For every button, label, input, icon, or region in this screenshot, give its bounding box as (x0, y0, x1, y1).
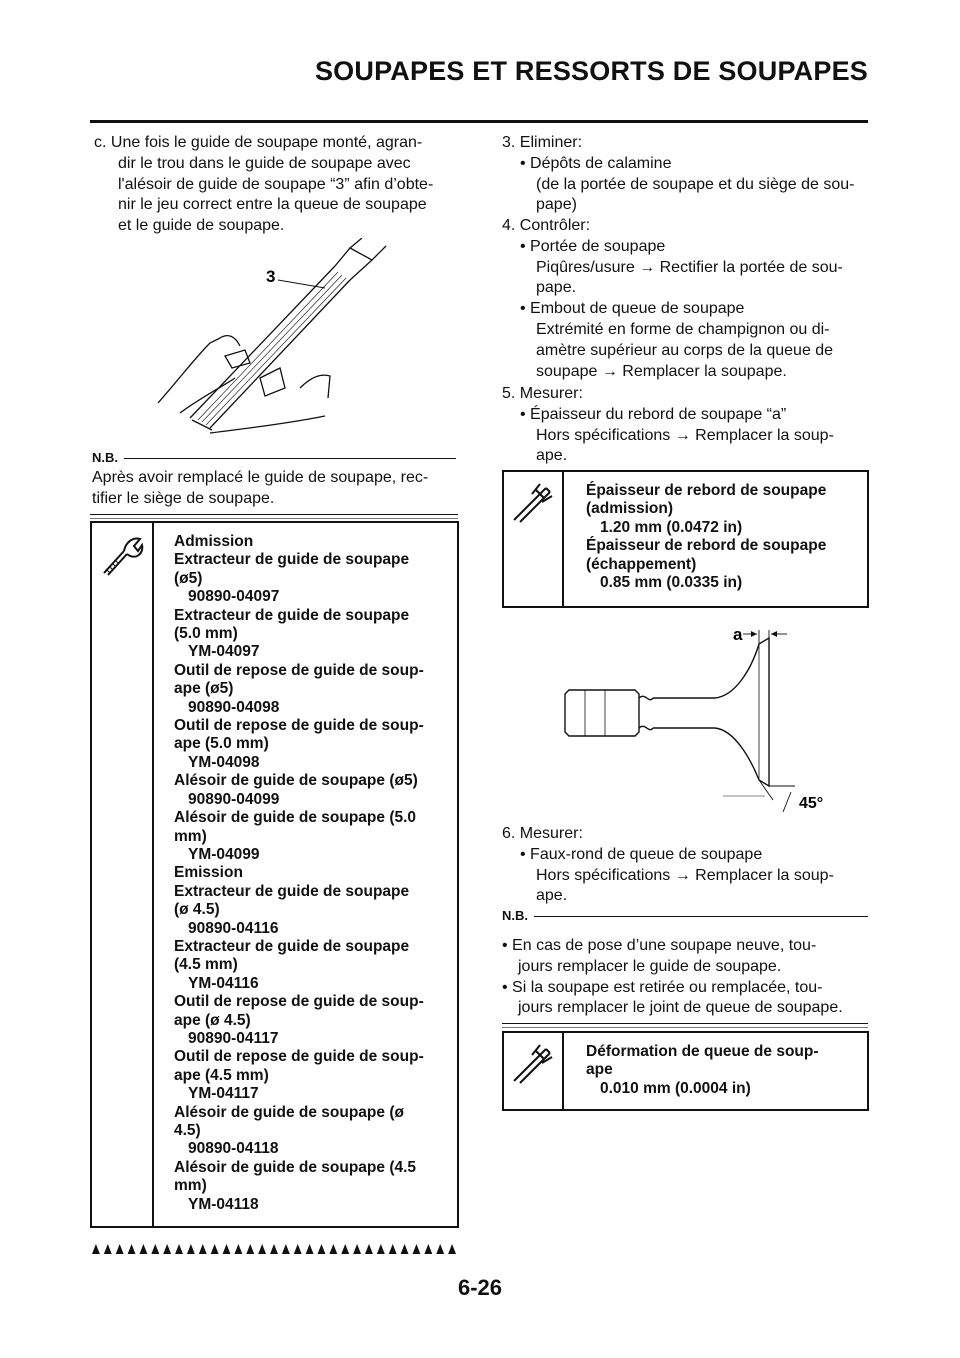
text-line: Extrémité en forme de champignon ou di- (536, 320, 830, 338)
spec-label: (4.5 mm) (174, 956, 238, 974)
spec-label: Extracteur de guide de soupape (174, 882, 410, 900)
spec-value: 0.85 mm (0.0335 in) (600, 574, 743, 592)
spec-value: YM-04117 (188, 1085, 259, 1103)
triangle-marker (401, 1244, 409, 1254)
text-line: jours remplacer le guide de soupape. (518, 957, 782, 975)
spec-label: ape (ø 4.5) (174, 1011, 251, 1029)
spec-value: 90890-04097 (188, 588, 280, 606)
spec-label: Épaisseur de rebord de soupape (586, 482, 827, 499)
spec-value: YM-04118 (188, 1195, 259, 1213)
text-line: 4. Contrôler: (502, 217, 591, 234)
page-number: 6-26 (457, 1275, 503, 1300)
label-a: a (733, 625, 743, 644)
nb-text-line: tifier le siège de soupape. (92, 489, 275, 507)
spec-label: (ø5) (174, 569, 203, 587)
triangle-marker (175, 1244, 183, 1254)
separator (90, 518, 458, 519)
caliper-icon (510, 480, 556, 526)
spec-label: (ø 4.5) (174, 901, 220, 919)
text-line: • Portée de soupape (520, 237, 666, 255)
spec-label: mm) (174, 1177, 207, 1195)
valve-face-figure (555, 620, 855, 820)
box-divider (152, 523, 154, 1226)
spec-label: Alésoir de guide de soupape (5.0 (174, 809, 417, 827)
spec-label: Alésoir de guide de soupape (ø (174, 1103, 404, 1121)
spec-box-stem-runout (502, 1031, 869, 1111)
step-6 (502, 824, 872, 907)
spec-value: 90890-04118 (188, 1140, 279, 1158)
separator (90, 514, 458, 515)
triangle-marker (163, 1244, 171, 1254)
spec-label: Extracteur de guide de soupape (174, 551, 410, 569)
triangle-marker (377, 1244, 385, 1254)
triangle-marker (270, 1244, 278, 1254)
spec-label: ape (586, 1061, 613, 1079)
triangle-marker (116, 1244, 124, 1254)
text-line: amètre supérieur au corps de la queue de (536, 341, 834, 359)
spec-label: Emission (174, 864, 243, 882)
spec-label: Alésoir de guide de soupape (4.5 (174, 1158, 417, 1176)
text-line: ape. (536, 447, 568, 465)
spec-label: Déformation de queue de soup- (586, 1043, 819, 1060)
triangle-marker (329, 1244, 337, 1254)
spec-label: 4.5) (174, 1122, 201, 1139)
figure-label-3: 3 (266, 267, 276, 286)
tool-list (174, 533, 459, 1214)
special-tools-box (90, 521, 459, 1228)
box-divider (562, 1033, 564, 1109)
label-45-degrees: 45° (799, 795, 824, 812)
triangle-marker (294, 1244, 302, 1254)
spec-label: ape (ø5) (174, 680, 234, 698)
text-line: Piqûres/usure → Rectifier la portée de sou- (536, 258, 843, 276)
nb-label: N.B. (92, 450, 118, 465)
spec-label: Outil de repose de guide de soup- (174, 993, 424, 1011)
text-line: (de la portée de soupape et du siège de sou- (536, 175, 855, 193)
triangle-marker (246, 1244, 254, 1254)
triangle-marker (211, 1244, 219, 1254)
spec-value: 90890-04117 (188, 1029, 279, 1047)
special-tool-icon (100, 533, 144, 577)
step-4 (502, 216, 872, 382)
text-line: pape) (536, 196, 577, 214)
spec-value: YM-04099 (188, 845, 260, 863)
nb-list-right (502, 936, 882, 1019)
triangle-marker (151, 1244, 159, 1254)
spec-value: YM-04098 (188, 753, 260, 771)
triangle-marker (353, 1244, 361, 1254)
text-line: • En cas de pose d’une soupape neuve, tou- (502, 937, 817, 954)
triangle-marker (341, 1244, 349, 1254)
spec-label: Outil de repose de guide de soup- (174, 717, 424, 735)
triangle-marker (306, 1244, 314, 1254)
text-line: • Si la soupape est retirée ou remplacée, tou- (502, 978, 823, 996)
triangle-marker (448, 1244, 456, 1254)
triangle-marker (282, 1244, 290, 1254)
nb-rule (534, 916, 868, 917)
page-title: SOUPAPES ET RESSORTS DE SOUPAPES (314, 56, 868, 86)
triangle-marker (139, 1244, 147, 1254)
nb-text-line: Après avoir remplacé le guide de soupape, rec- (92, 469, 429, 486)
spec-values (586, 482, 868, 592)
spec-value: 0.010 mm (0.0004 in) (600, 1079, 751, 1097)
caliper-icon (510, 1041, 556, 1087)
triangle-marker (128, 1244, 136, 1254)
title-rule (90, 120, 868, 123)
spec-label: Outil de repose de guide de soup- (174, 1048, 424, 1066)
triangle-marker (104, 1244, 112, 1254)
spec-label: ape (5.0 mm) (174, 735, 269, 753)
spec-label: (5.0 mm) (174, 625, 238, 643)
text-line: ape. (536, 887, 568, 905)
nb-rule (124, 458, 456, 459)
triangle-marker (424, 1244, 432, 1254)
spec-value: 90890-04099 (188, 790, 280, 808)
spec-label: Admission (174, 533, 254, 550)
triangle-marker (187, 1244, 195, 1254)
nb-heading-right (502, 908, 868, 923)
spec-value: 1.20 mm (0.0472 in) (600, 518, 743, 536)
spec-label: Épaisseur de rebord de soupape (586, 537, 827, 555)
text-line: Hors spécifications → Remplacer la soup- (536, 866, 834, 884)
spec-values (586, 1043, 868, 1098)
step-3 (502, 133, 872, 216)
nb-label: N.B. (502, 908, 528, 923)
text-line: • Faux-rond de queue de soupape (520, 845, 763, 863)
spec-label: Extracteur de guide de soupape (174, 937, 410, 955)
step-5 (502, 384, 872, 467)
triangle-marker (199, 1244, 207, 1254)
triangle-marker (365, 1244, 373, 1254)
triangle-marker (389, 1244, 397, 1254)
step-c-line: et le guide de soupape. (118, 217, 285, 235)
triangle-marker (223, 1244, 231, 1254)
text-line: • Épaisseur du rebord de soupape “a” (520, 405, 787, 423)
spec-value: YM-04116 (188, 974, 259, 992)
text-line: soupape → Remplacer la soupape. (536, 362, 787, 380)
spec-label: (échappement) (586, 555, 697, 573)
text-line: • Dépôts de calamine (520, 154, 672, 172)
triangle-marker (258, 1244, 266, 1254)
text-line: 3. Eliminer: (502, 134, 583, 151)
valve-guide-reamer-figure (150, 238, 390, 438)
text-line: 5. Mesurer: (502, 385, 583, 402)
spec-label: Alésoir de guide de soupape (ø5) (174, 772, 418, 790)
step-c-line: l'alésoir de guide de soupape “3” afin d’obte- (118, 175, 434, 193)
triangle-marker (92, 1244, 100, 1254)
spec-box-face-thickness (502, 470, 869, 608)
step-c-line: nir le jeu correct entre la queue de soupape (118, 196, 427, 214)
step-c-line: dir le trou dans le guide de soupape avec (118, 154, 411, 172)
separator (502, 1027, 868, 1028)
spec-value: YM-04097 (188, 643, 260, 661)
text-line: • Embout de queue de soupape (520, 300, 745, 318)
text-line: pape. (536, 279, 577, 297)
triangle-marker (413, 1244, 421, 1254)
triangle-marker (436, 1244, 444, 1254)
separator (502, 1023, 868, 1024)
spec-value: 90890-04098 (188, 698, 280, 716)
end-of-section-marker (90, 1243, 458, 1255)
step-c-line: c. Une fois le guide de soupape monté, agran- (94, 134, 423, 151)
spec-label: Outil de repose de guide de soup- (174, 661, 424, 679)
box-divider (562, 472, 564, 606)
spec-label: mm) (174, 827, 207, 845)
nb-heading-left (92, 450, 456, 465)
spec-label: ape (4.5 mm) (174, 1066, 269, 1084)
text-line: jours remplacer le joint de queue de soupape. (518, 999, 843, 1017)
spec-label: Extracteur de guide de soupape (174, 606, 410, 624)
triangle-marker (234, 1244, 242, 1254)
spec-label: (admission) (586, 500, 673, 518)
text-line: Hors spécifications → Remplacer la soup- (536, 426, 834, 444)
spec-value: 90890-04116 (188, 919, 279, 937)
text-line: 6. Mesurer: (502, 825, 583, 842)
nb-text-left (92, 468, 462, 510)
triangle-marker (318, 1244, 326, 1254)
step-c (94, 133, 464, 237)
